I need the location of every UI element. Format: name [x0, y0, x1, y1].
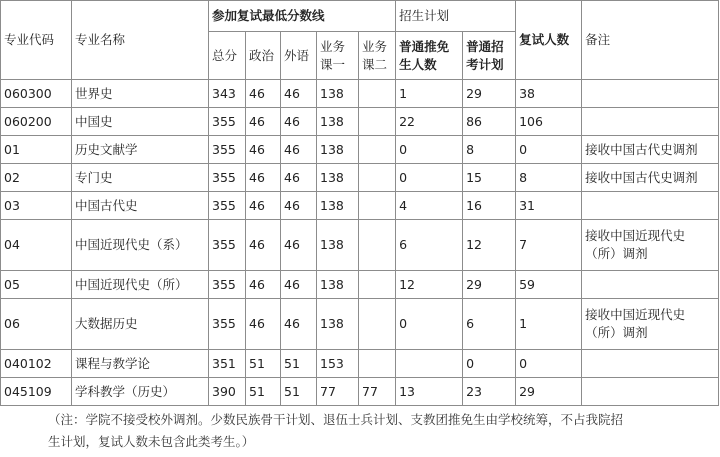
- cell-foreign: 46: [281, 192, 317, 220]
- cell-name: 大数据历史: [72, 299, 209, 350]
- cell-retest: 0: [516, 136, 582, 164]
- header-name: 专业名称: [72, 1, 209, 80]
- cell-total: 355: [209, 299, 246, 350]
- cell-remark: [582, 80, 719, 108]
- cell-name: 中国近现代史（所）: [72, 271, 209, 299]
- table-row: [1, 271, 719, 299]
- cell-course1: 138: [317, 80, 359, 108]
- cell-code: 01: [1, 136, 72, 164]
- cell-exam: 15: [463, 164, 516, 192]
- cell-politics: 51: [246, 350, 281, 378]
- header-exempt: 普通推免生人数: [396, 32, 463, 80]
- cell-code: 040102: [1, 350, 72, 378]
- cell-course1: 138: [317, 136, 359, 164]
- footnote-line-2: 生计划，复试人数未包含此类考生。）: [48, 434, 255, 449]
- cell-exempt: 6: [396, 220, 463, 271]
- cell-total: 355: [209, 136, 246, 164]
- cell-foreign: 46: [281, 136, 317, 164]
- header-code: 专业代码: [1, 1, 72, 80]
- header-min-score-group: 参加复试最低分数线: [209, 1, 396, 32]
- cell-course1: 138: [317, 108, 359, 136]
- cell-retest: 0: [516, 350, 582, 378]
- footnote-line-1: （注：学院不接受校外调剂。少数民族骨干计划、退伍士兵计划、支教团推免生由学校统筹，不占我院招: [48, 412, 624, 427]
- cell-politics: 46: [246, 271, 281, 299]
- cell-exempt: 4: [396, 192, 463, 220]
- cell-code: 05: [1, 271, 72, 299]
- cell-retest: 31: [516, 192, 582, 220]
- cell-foreign: 46: [281, 80, 317, 108]
- cell-course2: [359, 108, 396, 136]
- cell-course1: 153: [317, 350, 359, 378]
- cell-exempt: 0: [396, 164, 463, 192]
- cell-exam: 12: [463, 220, 516, 271]
- cell-name: 历史文献学: [72, 136, 209, 164]
- cell-exam: 16: [463, 192, 516, 220]
- cell-remark: [582, 378, 719, 406]
- cell-course1: 77: [317, 378, 359, 406]
- cell-exempt: 0: [396, 136, 463, 164]
- cell-remark: 接收中国古代史调剂: [582, 136, 719, 164]
- cell-total: 343: [209, 80, 246, 108]
- cell-course2: 77: [359, 378, 396, 406]
- cell-exam: 0: [463, 350, 516, 378]
- cell-total: 355: [209, 108, 246, 136]
- cell-course2: [359, 220, 396, 271]
- cell-course2: [359, 136, 396, 164]
- cell-total: 355: [209, 164, 246, 192]
- cell-politics: 46: [246, 299, 281, 350]
- cell-remark: [582, 271, 719, 299]
- cell-retest: 7: [516, 220, 582, 271]
- cell-course1: 138: [317, 192, 359, 220]
- cell-politics: 46: [246, 164, 281, 192]
- header-total: 总分: [209, 32, 246, 80]
- cell-total: 355: [209, 220, 246, 271]
- cell-retest: 8: [516, 164, 582, 192]
- table-row: [1, 350, 719, 378]
- cell-code: 04: [1, 220, 72, 271]
- cell-politics: 51: [246, 378, 281, 406]
- cell-total: 355: [209, 271, 246, 299]
- cell-exam: 86: [463, 108, 516, 136]
- cell-course1: 138: [317, 164, 359, 192]
- header-course2: 业务课二: [359, 32, 396, 80]
- cell-exam: 23: [463, 378, 516, 406]
- cell-total: 355: [209, 192, 246, 220]
- cell-name: 学科教学（历史）: [72, 378, 209, 406]
- cell-remark: [582, 192, 719, 220]
- cell-exam: 29: [463, 80, 516, 108]
- cell-politics: 46: [246, 108, 281, 136]
- cell-retest: 59: [516, 271, 582, 299]
- table-row: [1, 108, 719, 136]
- table-row: [1, 136, 719, 164]
- cell-total: 390: [209, 378, 246, 406]
- cell-foreign: 46: [281, 220, 317, 271]
- cell-code: 03: [1, 192, 72, 220]
- cell-exempt: 1: [396, 80, 463, 108]
- cell-exam: 8: [463, 136, 516, 164]
- cell-exempt: 12: [396, 271, 463, 299]
- cell-name: 课程与教学论: [72, 350, 209, 378]
- table-row: [1, 80, 719, 108]
- header-foreign-language: 外语: [281, 32, 317, 80]
- cell-exempt: 22: [396, 108, 463, 136]
- cell-foreign: 46: [281, 164, 317, 192]
- table-row: [1, 299, 719, 350]
- cell-exempt: 0: [396, 299, 463, 350]
- header-politics: 政治: [246, 32, 281, 80]
- cell-remark: 接收中国古代史调剂: [582, 164, 719, 192]
- cell-code: 06: [1, 299, 72, 350]
- cell-code: 060200: [1, 108, 72, 136]
- header-row-1: [1, 1, 719, 32]
- header-remarks: 备注: [582, 1, 719, 80]
- table-row: [1, 164, 719, 192]
- header-plan-group: 招生计划: [396, 1, 516, 32]
- cell-total: 351: [209, 350, 246, 378]
- cell-exempt: [396, 350, 463, 378]
- table-row: [1, 192, 719, 220]
- cell-retest: 38: [516, 80, 582, 108]
- cell-name: 世界史: [72, 80, 209, 108]
- cell-remark: [582, 350, 719, 378]
- cell-course2: [359, 271, 396, 299]
- cell-exam: 29: [463, 271, 516, 299]
- cell-code: 045109: [1, 378, 72, 406]
- cell-name: 专门史: [72, 164, 209, 192]
- cell-course1: 138: [317, 271, 359, 299]
- cell-course2: [359, 164, 396, 192]
- cell-retest: 1: [516, 299, 582, 350]
- cell-name: 中国近现代史（系）: [72, 220, 209, 271]
- cell-name: 中国史: [72, 108, 209, 136]
- cell-foreign: 46: [281, 271, 317, 299]
- cell-name: 中国古代史: [72, 192, 209, 220]
- cell-retest: 106: [516, 108, 582, 136]
- cell-foreign: 46: [281, 108, 317, 136]
- cell-course2: [359, 80, 396, 108]
- cell-politics: 46: [246, 220, 281, 271]
- cell-retest: 29: [516, 378, 582, 406]
- cell-exam: 6: [463, 299, 516, 350]
- cell-foreign: 51: [281, 378, 317, 406]
- cell-remark: 接收中国近现代史（所）调剂: [582, 299, 719, 350]
- cell-code: 02: [1, 164, 72, 192]
- cell-foreign: 51: [281, 350, 317, 378]
- header-retest-count: 复试人数: [516, 1, 582, 80]
- cell-course2: [359, 350, 396, 378]
- cell-politics: 46: [246, 192, 281, 220]
- table-row: [1, 220, 719, 271]
- header-course1: 业务课一: [317, 32, 359, 80]
- cell-course1: 138: [317, 299, 359, 350]
- cell-exempt: 13: [396, 378, 463, 406]
- header-exam-plan: 普通招考计划: [463, 32, 516, 80]
- cell-politics: 46: [246, 136, 281, 164]
- cell-course2: [359, 192, 396, 220]
- cell-course2: [359, 299, 396, 350]
- cell-code: 060300: [1, 80, 72, 108]
- cell-remark: 接收中国近现代史（所）调剂: [582, 220, 719, 271]
- cell-politics: 46: [246, 80, 281, 108]
- cell-remark: [582, 108, 719, 136]
- cell-course1: 138: [317, 220, 359, 271]
- footnote: [48, 409, 708, 453]
- cell-foreign: 46: [281, 299, 317, 350]
- table-row: [1, 378, 719, 406]
